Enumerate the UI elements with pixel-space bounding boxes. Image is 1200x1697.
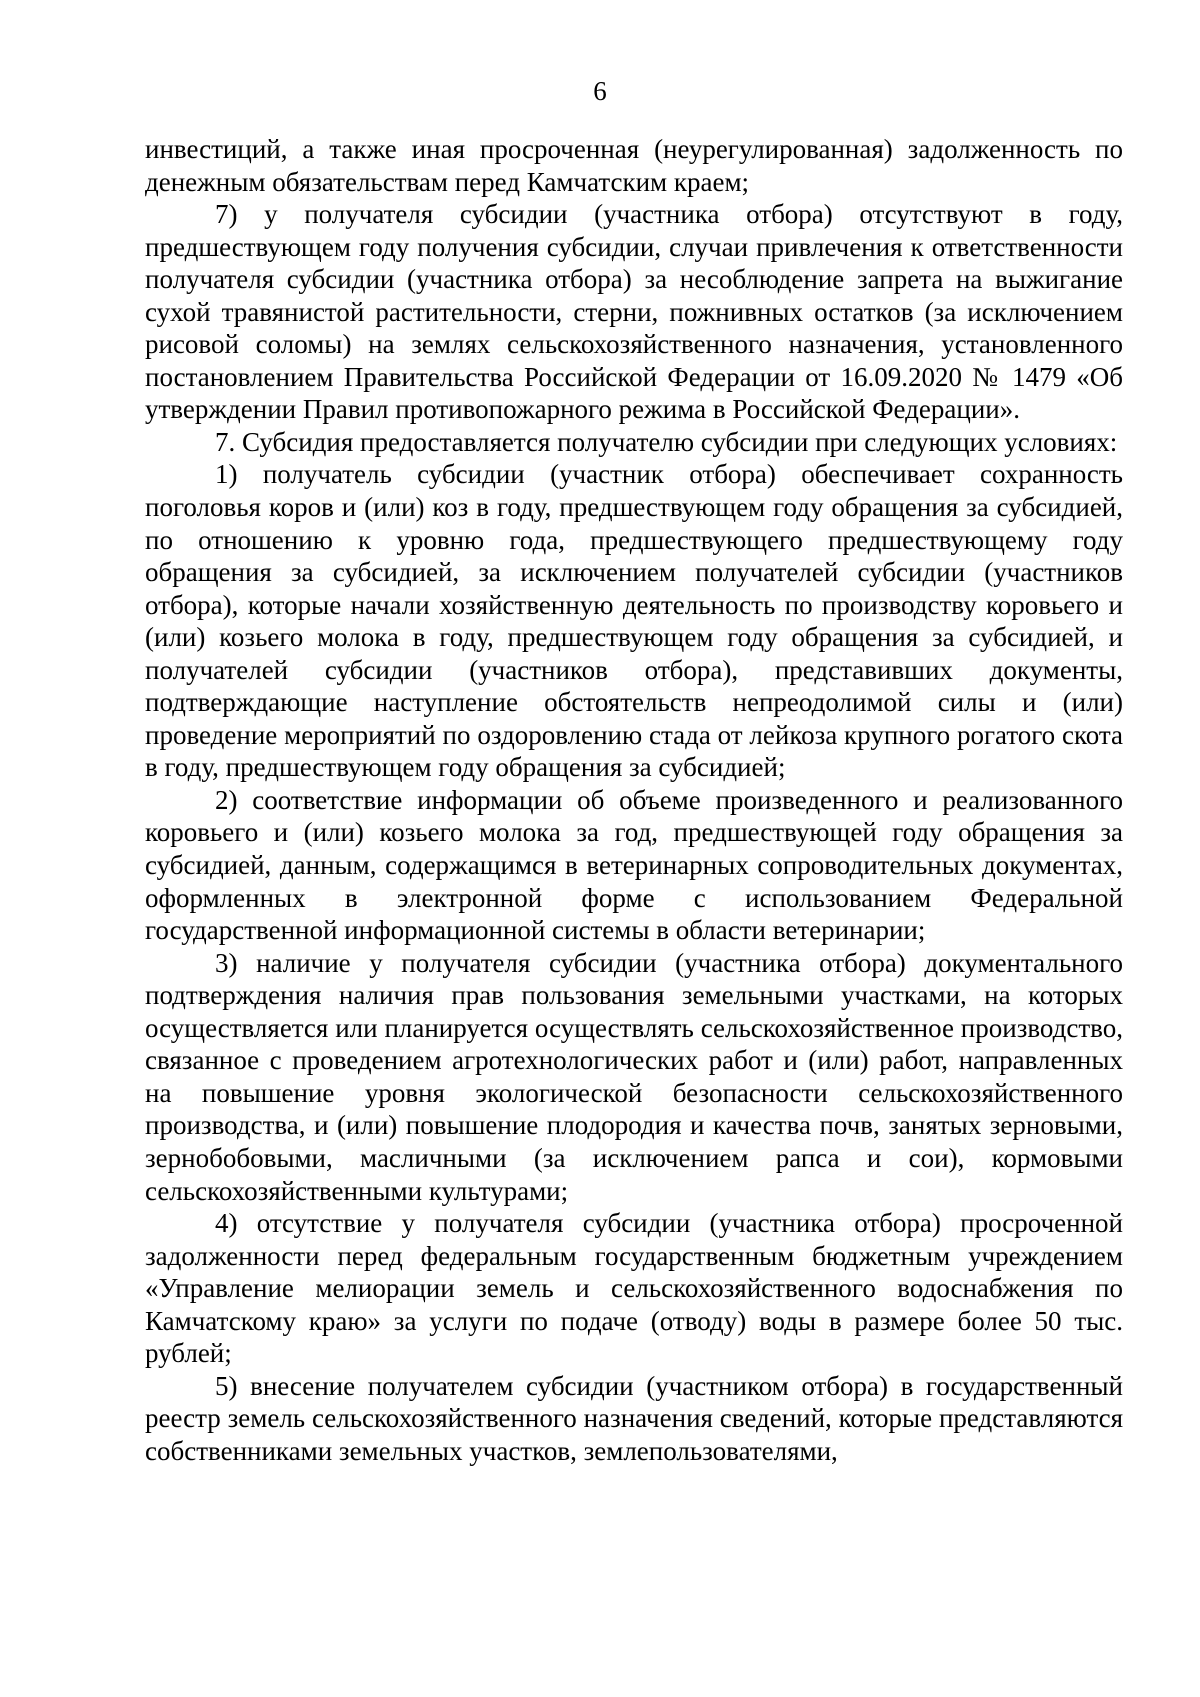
document-body [145, 133, 1123, 1467]
page-number: 6 [593, 76, 607, 106]
paragraph-continuation: инвестиций, а также иная просроченная (неурегулированная) задолженность по денежным обязательствам перед Камчатским краем; [145, 134, 1123, 197]
paragraph-condition-4: 4) отсутствие у получателя субсидии (участника отбора) просроченной задолженности перед федеральным государственным бюджетным учреждением «Управление мелиорации земель и сельскохозяйственного водоснабжения по Камчатскому краю» за услуги по подаче (отводу) воды в размере более 50 тыс. рублей; [145, 1208, 1123, 1369]
paragraph-section-7: 7. Субсидия предоставляется получателю субсидии при следующих условиях: [215, 426, 1118, 457]
paragraph-condition-2: 2) соответствие информации об объеме произведенного и реализованного коровьего и (или) козьего молока за год, предшествующей году обращения за субсидией, данным, содержащимся в ветеринарных сопроводительных документах, оформленных в электронной форме с использованием Федеральной государственной информационной системы в области ветеринарии; [145, 784, 1123, 946]
paragraph-item-7: 7) у получателя субсидии (участника отбора) отсутствуют в году, предшествующем году получения субсидии, случаи привлечения к ответственности получателя субсидии (участника отбора) за несоблюдение запрета на выжигание сухой травянистой растительности, стерни, пожнивных остатков (за исключением рисовой соломы) на землях сельскохозяйственного назначения, установленного постановлением Правительства Российской Федерации от 16.09.2020 № 1479 «Об утверждении Правил противопожарного режима в Российской Федерации». [145, 199, 1123, 425]
paragraph-condition-3: 3) наличие у получателя субсидии (участника отбора) документального подтверждения наличия прав пользования земельными участками, на которых осуществляется или планируется осуществлять сельскохозяйственное производство, связанное с проведением агротехнологических работ и (или) работ, направленных на повышение уровня экологической безопасности сельскохозяйственного производства, и (или) повышение плодородия и качества почв, занятых зерновыми, зернобобовыми, масличными (за исключением рапса и сои), кормовыми сельскохозяйственными культурами; [145, 947, 1123, 1206]
paragraph-condition-1: 1) получатель субсидии (участник отбора) обеспечивает сохранность поголовья коров и (или) коз в году, предшествующем году обращения за субсидией, по отношению к уровню года, предшествующего предшествующему году обращения за субсидией, за исключением получателей субсидии (участников отбора), которые начали хозяйственную деятельность по производству коровьего и (или) козьего молока в году, предшествующем году обращения за субсидией, и получателей субсидии (участников отбора), представивших документы, подтверждающие наступление обстоятельств непреодолимой силы и (или) проведение мероприятий по оздоровлению стада от лейкоза крупного рогатого скота в году, предшествующем году обращения за субсидией; [145, 459, 1123, 783]
paragraph-condition-5: 5) внесение получателем субсидии (участником отбора) в государственный реестр земель сельскохозяйственного назначения сведений, которые представляются собственниками земельных участков, землепользователями, [145, 1370, 1123, 1466]
